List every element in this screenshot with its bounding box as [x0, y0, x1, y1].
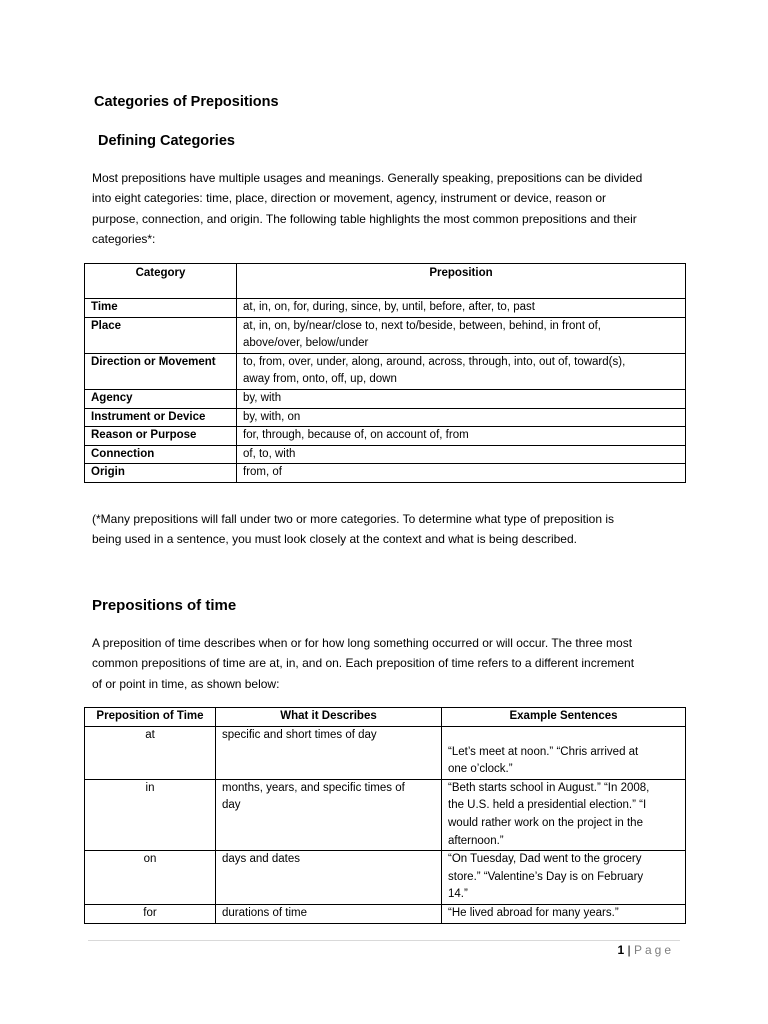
text-line: into eight categories: time, place, direction or movement, agency, instrument or device, reason or — [92, 191, 607, 206]
column-header-example-sentences: Example Sentences — [442, 708, 686, 727]
table-row — [85, 317, 686, 353]
table-row — [85, 726, 686, 779]
preposition-cell: at — [85, 726, 216, 779]
category-cell: Connection — [85, 445, 237, 464]
preposition-cell: for — [85, 904, 216, 923]
preposition-cell — [237, 299, 686, 318]
category-cell: Instrument or Device — [85, 408, 237, 427]
preposition-cell — [237, 408, 686, 427]
table-row — [85, 779, 686, 850]
cell-line: away from, onto, off, up, down — [243, 373, 397, 386]
text-line: categories*: — [92, 231, 156, 246]
section-heading-prepositions-of-time: Prepositions of time — [92, 597, 237, 614]
column-header-what-it-describes: What it Describes — [216, 708, 442, 727]
category-cell: Agency — [85, 389, 237, 408]
table-row — [85, 904, 686, 923]
preposition-cell — [237, 317, 686, 353]
cell-line: by, with — [243, 391, 282, 404]
cell-line: “He lived abroad for many years.” — [448, 906, 619, 919]
time-intro-paragraph — [92, 633, 692, 694]
document-title: Categories of Prepositions — [94, 94, 279, 110]
cell-line: “On Tuesday, Dad went to the grocery — [448, 853, 642, 866]
cell-line: at, in, on, by/near/close to, next to/beside, between, behind, in front of, — [243, 319, 602, 332]
cell-line: at, in, on, for, during, since, by, until, before, after, to, past — [243, 301, 535, 313]
text-line: purpose, connection, and origin. The following table highlights the most common prepositions and their — [92, 211, 637, 226]
cell-line: store.” “Valentine’s Day is on February — [448, 870, 644, 883]
footer-divider — [88, 940, 680, 941]
category-cell: Origin — [85, 464, 237, 483]
preposition-cell — [237, 464, 686, 483]
preposition-cell: in — [85, 779, 216, 850]
category-cell: Place — [85, 317, 237, 353]
page-label: Page — [633, 943, 674, 957]
describes-cell — [216, 726, 442, 779]
note-paragraph — [92, 509, 692, 550]
cell-line: afternoon.” — [448, 834, 504, 847]
describes-cell — [216, 779, 442, 850]
cell-line: day — [222, 799, 241, 812]
cell-line: of, to, with — [243, 447, 296, 460]
category-cell: Direction or Movement — [85, 353, 237, 389]
cell-line: “Beth starts school in August.” “In 2008, — [448, 781, 650, 794]
example-cell — [442, 779, 686, 850]
page-number: 1 — [617, 943, 625, 957]
table-row — [85, 464, 686, 483]
table-row — [85, 851, 686, 905]
example-cell — [442, 726, 686, 779]
text-line: of or point in time, as shown below: — [92, 676, 280, 691]
cell-line: one o’clock.” — [448, 763, 513, 776]
table-header-row — [85, 708, 686, 727]
table-row — [85, 389, 686, 408]
time-prepositions-table — [84, 707, 686, 924]
cell-line: specific and short times of day — [222, 728, 377, 741]
cell-line: from, of — [243, 466, 282, 479]
cell-line: above/over, below/under — [243, 337, 369, 350]
table-header-row — [85, 264, 686, 299]
preposition-cell — [237, 445, 686, 464]
example-cell — [442, 851, 686, 905]
cell-line: to, from, over, under, along, around, across, through, into, out of, toward(s), — [243, 355, 626, 368]
table-row — [85, 353, 686, 389]
table-row — [85, 299, 686, 318]
preposition-cell: on — [85, 851, 216, 905]
cell-line: by, with, on — [243, 410, 301, 423]
cell-line: would rather work on the project in the — [448, 816, 643, 829]
preposition-cell — [237, 427, 686, 446]
section-heading-defining-categories: Defining Categories — [98, 133, 235, 149]
page-footer — [617, 943, 674, 957]
text-line: Most prepositions have multiple usages and meanings. Generally speaking, prepositions can be divided — [92, 171, 643, 185]
column-header-preposition: Preposition — [237, 264, 686, 299]
text-line: common prepositions of time are at, in, and on. Each preposition of time refers to a different increment — [92, 656, 635, 671]
categories-table — [84, 263, 686, 483]
cell-line: durations of time — [222, 906, 308, 919]
category-cell: Time — [85, 299, 237, 318]
table-row — [85, 408, 686, 427]
cell-line: the U.S. held a presidential election.” “I — [448, 799, 647, 812]
table-row — [85, 445, 686, 464]
cell-line: 14.” — [448, 888, 468, 901]
describes-cell — [216, 851, 442, 905]
describes-cell — [216, 904, 442, 923]
cell-line: “Let’s meet at noon.” “Chris arrived at — [448, 745, 639, 758]
preposition-cell — [237, 353, 686, 389]
column-header-preposition-of-time: Preposition of Time — [85, 708, 216, 727]
footer-separator: | — [627, 943, 631, 957]
cell-line: months, years, and specific times of — [222, 781, 405, 794]
category-cell: Reason or Purpose — [85, 427, 237, 446]
preposition-cell — [237, 389, 686, 408]
table-row — [85, 427, 686, 446]
intro-paragraph — [92, 168, 692, 249]
text-line: (*Many prepositions will fall under two or more categories. To determine what type of preposition is — [92, 512, 615, 526]
text-line: A preposition of time describes when or for how long something occurred or will occur. The three most — [92, 636, 633, 650]
cell-line: days and dates — [222, 853, 301, 866]
column-header-category: Category — [85, 264, 237, 299]
example-cell — [442, 904, 686, 923]
text-line: being used in a sentence, you must look closely at the context and what is being described. — [92, 532, 577, 547]
cell-line: for, through, because of, on account of, from — [243, 429, 469, 442]
